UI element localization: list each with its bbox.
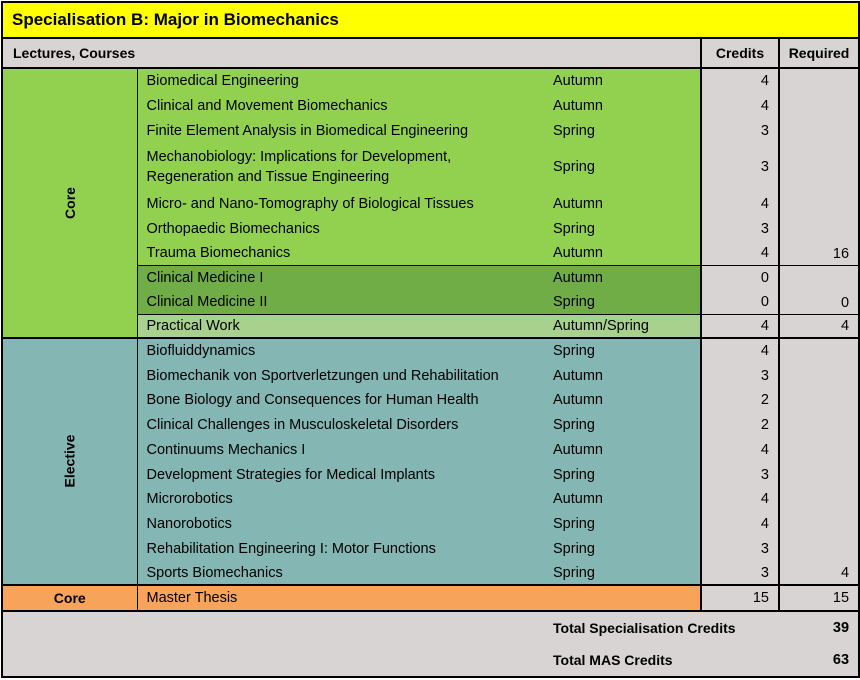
course-credits: 0 bbox=[701, 265, 779, 290]
course-name: Finite Element Analysis in Biomedical Engineering bbox=[137, 118, 551, 143]
elective-required: 4 bbox=[779, 338, 859, 585]
thesis-credits: 15 bbox=[701, 585, 779, 611]
table-title: Specialisation B: Major in Biomechanics bbox=[2, 2, 859, 38]
course-name: Development Strategies for Medical Implants bbox=[137, 462, 551, 487]
course-semester: Autumn bbox=[551, 241, 701, 265]
course-semester: Autumn bbox=[551, 93, 701, 118]
total-spec-label: Total Specialisation Credits bbox=[551, 611, 779, 643]
course-credits: 0 bbox=[701, 290, 779, 314]
core-group3-required: 4 bbox=[779, 314, 859, 338]
course-credits: 4 bbox=[701, 314, 779, 338]
header-credits: Credits bbox=[701, 38, 779, 68]
core-group2-required: 0 bbox=[779, 265, 859, 314]
course-name: Clinical and Movement Biomechanics bbox=[137, 93, 551, 118]
course-semester: Autumn bbox=[551, 487, 701, 511]
course-name-line-2: Regeneration and Tissue Engineering bbox=[146, 169, 390, 185]
course-name: Rehabilitation Engineering I: Motor Functions bbox=[137, 536, 551, 561]
course-credits: 4 bbox=[701, 93, 779, 118]
totals-spacer bbox=[2, 643, 551, 677]
category-elective bbox=[2, 338, 137, 585]
specialisation-table bbox=[1, 1, 860, 678]
course-name-line-1: Mechanobiology: Implications for Development, bbox=[146, 149, 452, 165]
course-semester: Spring bbox=[551, 290, 701, 314]
course-credits: 4 bbox=[701, 191, 779, 216]
course-semester: Spring bbox=[551, 216, 701, 241]
course-name: Micro- and Nano-Tomography of Biological Tissues bbox=[137, 191, 551, 216]
course-name: Biomechanik von Sportverletzungen und Rehabilitation bbox=[137, 363, 551, 388]
course-credits: 4 bbox=[701, 437, 779, 462]
thesis-required: 15 bbox=[779, 585, 859, 611]
course-credits: 3 bbox=[701, 536, 779, 561]
course-semester: Spring bbox=[551, 536, 701, 561]
total-mas-value: 63 bbox=[779, 643, 859, 677]
course-semester: Spring bbox=[551, 118, 701, 143]
total-mas-row bbox=[2, 643, 859, 677]
thesis-name: Master Thesis bbox=[137, 585, 701, 611]
header-lectures: Lectures, Courses bbox=[2, 38, 701, 68]
course-semester: Autumn bbox=[551, 265, 701, 290]
course-semester: Autumn bbox=[551, 363, 701, 388]
header-required: Required bbox=[779, 38, 859, 68]
course-semester: Autumn bbox=[551, 388, 701, 412]
table-row bbox=[2, 338, 859, 363]
course-name: Sports Biomechanics bbox=[137, 561, 551, 585]
title-row bbox=[2, 2, 859, 38]
thesis-row bbox=[2, 585, 859, 611]
category-elective-label: Elective bbox=[61, 434, 78, 488]
thesis-category: Core bbox=[2, 585, 137, 611]
category-core bbox=[2, 68, 137, 338]
course-name: Clinical Challenges in Musculoskeletal Disorders bbox=[137, 412, 551, 437]
course-semester: Spring bbox=[551, 338, 701, 363]
course-name: Clinical Medicine II bbox=[137, 290, 551, 314]
course-semester: Autumn bbox=[551, 437, 701, 462]
course-semester: Spring bbox=[551, 511, 701, 536]
course-credits: 4 bbox=[701, 338, 779, 363]
total-spec-row bbox=[2, 611, 859, 643]
course-credits: 2 bbox=[701, 388, 779, 412]
course-name: Clinical Medicine I bbox=[137, 265, 551, 290]
course-semester: Autumn/Spring bbox=[551, 314, 701, 338]
course-name: Biofluiddynamics bbox=[137, 338, 551, 363]
course-name: Continuums Mechanics I bbox=[137, 437, 551, 462]
course-name: Bone Biology and Consequences for Human Health bbox=[137, 388, 551, 412]
table-row bbox=[2, 68, 859, 93]
course-name-multiline bbox=[137, 143, 551, 191]
header-row bbox=[2, 38, 859, 68]
category-core-label: Core bbox=[61, 186, 78, 219]
course-name: Orthopaedic Biomechanics bbox=[137, 216, 551, 241]
course-credits: 3 bbox=[701, 363, 779, 388]
core-group1-required: 16 bbox=[779, 68, 859, 265]
totals-spacer bbox=[2, 611, 551, 643]
course-semester: Autumn bbox=[551, 191, 701, 216]
course-credits: 4 bbox=[701, 511, 779, 536]
course-semester: Spring bbox=[551, 561, 701, 585]
course-credits: 3 bbox=[701, 462, 779, 487]
course-credits: 2 bbox=[701, 412, 779, 437]
course-credits: 3 bbox=[701, 561, 779, 585]
course-name: Trauma Biomechanics bbox=[137, 241, 551, 265]
course-credits: 4 bbox=[701, 68, 779, 93]
course-credits: 3 bbox=[701, 216, 779, 241]
course-name: Nanorobotics bbox=[137, 511, 551, 536]
total-mas-label: Total MAS Credits bbox=[551, 643, 779, 677]
course-name: Microrobotics bbox=[137, 487, 551, 511]
course-credits: 4 bbox=[701, 241, 779, 265]
course-name: Practical Work bbox=[137, 314, 551, 338]
course-credits: 4 bbox=[701, 487, 779, 511]
course-semester: Spring bbox=[551, 412, 701, 437]
course-semester: Spring bbox=[551, 462, 701, 487]
course-credits: 3 bbox=[701, 143, 779, 191]
course-credits: 3 bbox=[701, 118, 779, 143]
total-spec-value: 39 bbox=[779, 611, 859, 643]
course-semester: Autumn bbox=[551, 68, 701, 93]
course-name: Biomedical Engineering bbox=[137, 68, 551, 93]
course-semester: Spring bbox=[551, 143, 701, 191]
